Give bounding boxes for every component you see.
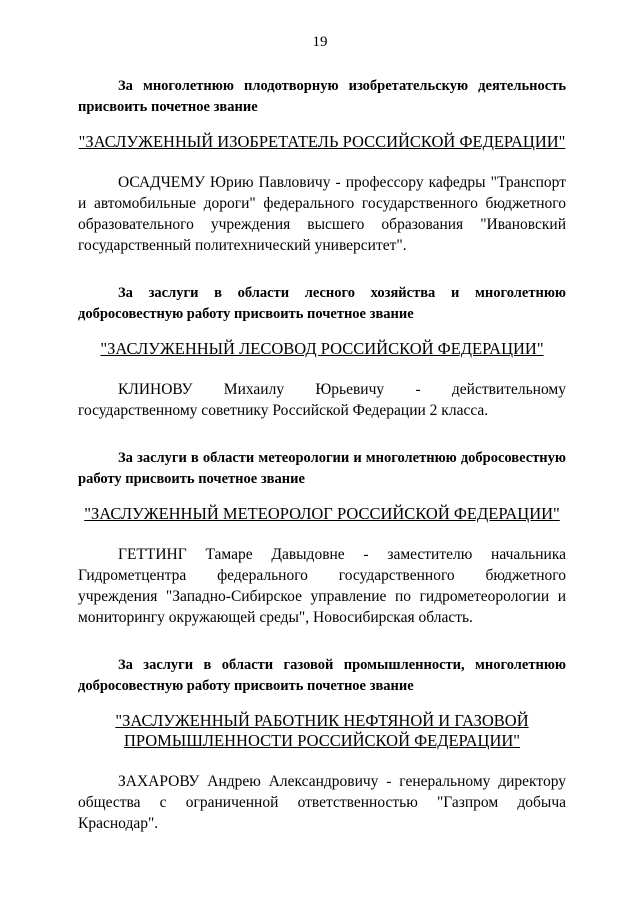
award-title-line: "ЗАСЛУЖЕННЫЙ МЕТЕОРОЛОГ РОССИЙСКОЙ ФЕДЕРАЦИИ" xyxy=(84,504,560,523)
award-title-line: "ЗАСЛУЖЕННЫЙ ЛЕСОВОД РОССИЙСКОЙ ФЕДЕРАЦИИ" xyxy=(100,339,544,358)
award-title-line: "ЗАСЛУЖЕННЫЙ ИЗОБРЕТАТЕЛЬ РОССИЙСКОЙ ФЕДЕРАЦИИ" xyxy=(78,132,566,151)
document-body xyxy=(78,76,566,834)
award-recipient: КЛИНОВУ Михаилу Юрьевичу - действительному государственному советнику Российской Федерации 2 класса. xyxy=(78,381,566,419)
award-title xyxy=(78,132,566,152)
award-section-inventor xyxy=(78,76,566,256)
award-recipient: ЗАХАРОВУ Андрею Александровичу - генеральному директору общества с ограниченной ответственностью "Газпром добыча Краснодар". xyxy=(78,773,566,832)
award-intro: За заслуги в области лесного хозяйства и многолетнюю добросовестную работу присвоить почетное звание xyxy=(78,285,566,322)
award-title xyxy=(78,504,566,524)
award-section-forester xyxy=(78,283,566,421)
award-section-meteorologist xyxy=(78,448,566,628)
award-title xyxy=(78,339,566,359)
award-intro: За заслуги в области газовой промышленности, многолетнюю добросовестную работу присвоить почетное звание xyxy=(78,657,566,694)
award-intro: За многолетнюю плодотворную изобретательскую деятельность присвоить почетное звание xyxy=(78,78,566,115)
award-recipient: ГЕТТИНГ Тамаре Давыдовне - заместителю начальника Гидрометцентра федерального государственного бюджетного учреждения "Западно-Сибирское управление по гидрометеорологии и мониторингу окружающей среды", Новосибирская область. xyxy=(78,546,566,626)
award-title-line: ПРОМЫШЛЕННОСТИ РОССИЙСКОЙ ФЕДЕРАЦИИ" xyxy=(123,731,521,750)
page-number: 19 xyxy=(312,34,328,50)
award-title-line: "ЗАСЛУЖЕННЫЙ РАБОТНИК НЕФТЯНОЙ И ГАЗОВОЙ xyxy=(115,711,529,730)
award-recipient: ОСАДЧЕМУ Юрию Павловичу - профессору кафедры "Транспорт и автомобильные дороги" федерального государственного бюджетного образовательного учреждения высшего образования "Ивановский государственный политехнический университет". xyxy=(78,174,566,254)
award-section-oil-gas-worker xyxy=(78,655,566,834)
award-intro: За заслуги в области метеорологии и многолетнюю добросовестную работу присвоить почетное звание xyxy=(78,450,566,487)
award-title xyxy=(78,711,566,751)
